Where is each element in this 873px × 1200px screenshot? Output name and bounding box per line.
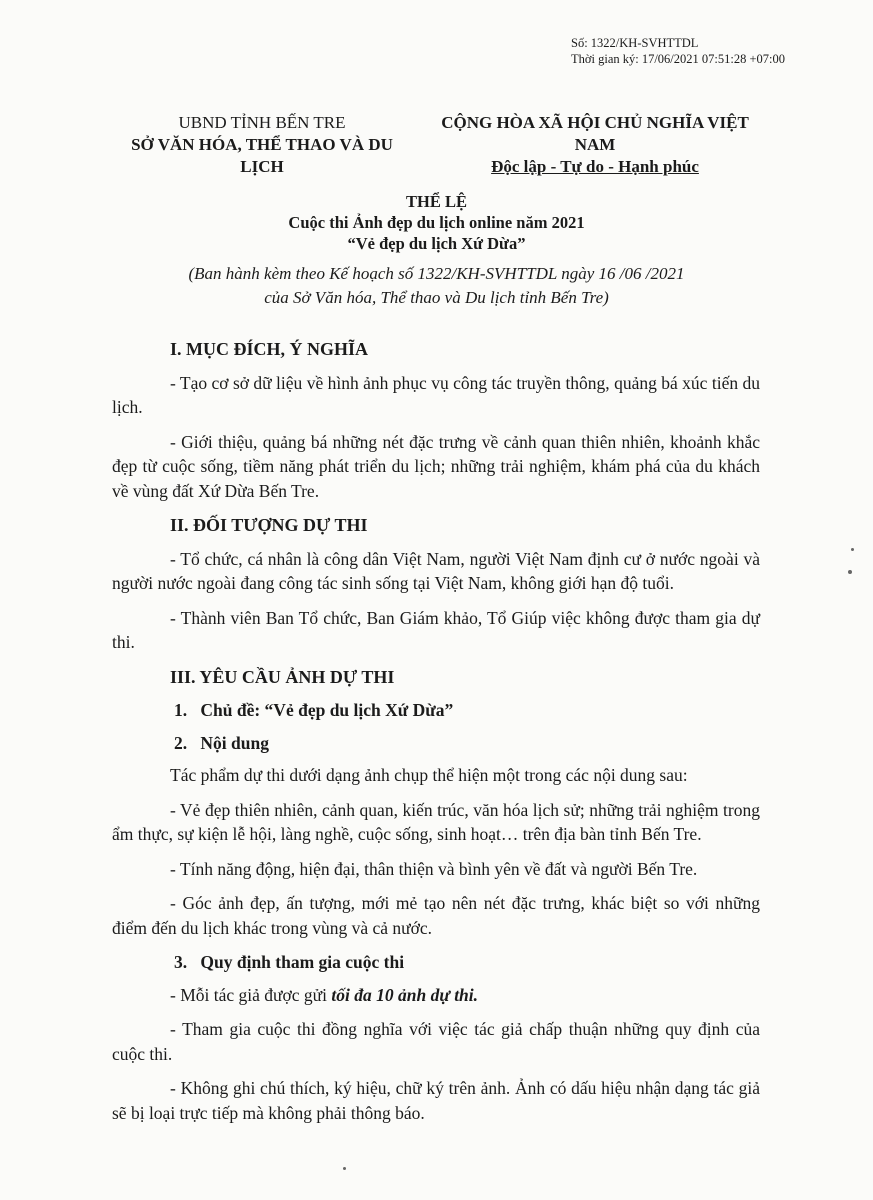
issuance-note-line-2: của Sở Văn hóa, Thể thao và Du lịch tỉnh Bến Tre) <box>264 288 609 307</box>
subsection-title: Quy định tham gia cuộc thi <box>200 952 405 972</box>
paragraph: - Tạo cơ sở dữ liệu về hình ảnh phục vụ công tác truyền thông, quảng bá xúc tiến du lịch. <box>112 372 760 417</box>
signing-time: Thời gian ký: 17/06/2021 07:51:28 +07:00 <box>571 52 786 66</box>
paragraph: - Thành viên Ban Tổ chức, Ban Giám khảo, Tổ Giúp việc không được tham gia dự thi. <box>112 607 760 652</box>
paragraph-text: - Mỗi tác giả được gửi <box>170 984 332 1005</box>
subsection-heading <box>174 698 760 723</box>
paragraph: - Giới thiệu, quảng bá những nét đặc trưng về cảnh quan thiên nhiên, khoảnh khắc đẹp từ cuộc sống, tiềm năng phát triển du lịch; những trải nghiệm, khám phá của du khách về vùng đất Xứ Dừa Bến Tre. <box>112 431 760 501</box>
paragraph: - Tính năng động, hiện đại, thân thiện và bình yên về đất và người Bến Tre. <box>170 858 698 879</box>
section-heading: II. ĐỐI TƯỢNG DỰ THI <box>170 515 368 535</box>
paragraph: - Tổ chức, cá nhân là công dân Việt Nam, người Việt Nam định cư ở nước ngoài và người nước ngoài đang công tác sinh sống tại Việt Nam, không giới hạn độ tuổi. <box>112 548 760 593</box>
motto-line-2: Độc lập - Tự do - Hạnh phúc <box>491 157 699 176</box>
paragraph: Tác phẩm dự thi dưới dạng ảnh chụp thể hiện một trong các nội dung sau: <box>170 765 688 785</box>
document-body <box>112 337 760 1135</box>
scan-speck <box>851 548 854 551</box>
subsection-number: 3. <box>174 952 188 972</box>
authority-line-2: SỞ VĂN HÓA, THỂ THAO VÀ DU LỊCH <box>131 135 393 176</box>
scan-speck <box>848 570 852 574</box>
paragraph: - Góc ảnh đẹp, ấn tượng, mới mẻ tạo nên nét đặc trưng, khác biệt so với những điểm đến du lịch khác trong vùng và cả nước. <box>112 893 760 938</box>
document-title: THỂ LỆ <box>406 192 467 211</box>
subsection-heading <box>174 950 760 975</box>
national-motto <box>420 112 770 178</box>
scan-speck <box>343 1167 346 1170</box>
subsection-number: 1. <box>174 700 188 720</box>
paragraph <box>112 983 760 1008</box>
subsection-title: Chủ đề: “Vẻ đẹp du lịch Xứ Dừa” <box>200 700 454 720</box>
motto-line-1: CỘNG HÒA XÃ HỘI CHỦ NGHĨA VIỆT NAM <box>441 113 749 154</box>
contest-theme: “Vẻ đẹp du lịch Xứ Dừa” <box>347 234 526 253</box>
digital-signature-info <box>571 35 785 67</box>
subsection-heading <box>174 731 760 756</box>
authority-line-1: UBND TỈNH BẾN TRE <box>178 113 346 132</box>
section-heading: III. YÊU CẦU ẢNH DỰ THI <box>170 666 395 687</box>
subsection-title: Nội dung <box>200 732 269 753</box>
section-heading: I. MỤC ĐÍCH, Ý NGHĨA <box>170 339 368 359</box>
paragraph: - Không ghi chú thích, ký hiệu, chữ ký trên ảnh. Ảnh có dấu hiệu nhận dạng tác giả sẽ bị loại trực tiếp mà không phải thông báo. <box>112 1078 760 1123</box>
subsection-number: 2. <box>174 732 188 753</box>
issuing-authority <box>112 112 412 178</box>
issuance-note <box>0 262 873 310</box>
document-number: Số: 1322/KH-SVHTTDL <box>571 36 699 50</box>
emphasized-text: tối đa 10 ảnh dự thi. <box>331 984 479 1005</box>
paragraph: - Tham gia cuộc thi đồng nghĩa với việc tác giả chấp thuận những quy định của cuộc thi. <box>112 1019 760 1064</box>
contest-name: Cuộc thi Ảnh đẹp du lịch online năm 2021 <box>288 213 585 232</box>
paragraph: - Vẻ đẹp thiên nhiên, cảnh quan, kiến trúc, văn hóa lịch sử; những trải nghiệm trong ẩm thực, sự kiện lễ hội, làng nghề, cuộc sống, sinh hoạt… trên địa bàn tỉnh Bến Tre. <box>112 799 760 844</box>
issuance-note-line-1: (Ban hành kèm theo Kế hoạch số 1322/KH-SVHTTDL ngày 16 /06 /2021 <box>188 264 685 283</box>
